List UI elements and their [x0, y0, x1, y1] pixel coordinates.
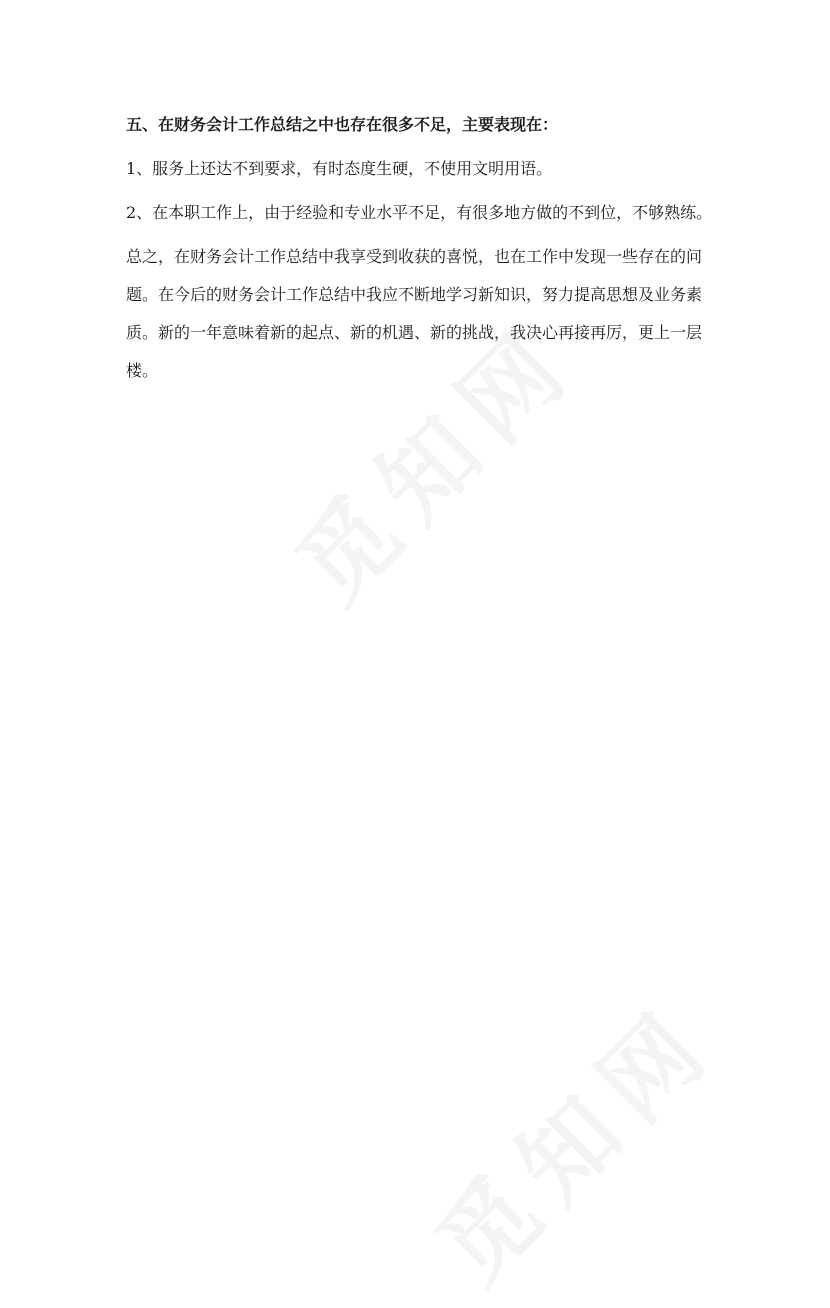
- paragraph-item-2: 2、在本职工作上，由于经验和专业水平不足，有很多地方做的不到位，不够熟练。: [126, 203, 713, 222]
- watermark: [402, 969, 741, 1308]
- section-heading: 五、在财务会计工作总结之中也存在很多不足，主要表现在：: [126, 115, 559, 134]
- paragraph-item-1: 1、服务上还达不到要求，有时态度生硬，不使用文明用语。: [126, 159, 553, 178]
- document-body: [126, 106, 716, 396]
- paragraph-summary: 总之，在财务会计工作总结中我享受到收获的喜悦，也在工作中发现一些存在的问题。在今后的财务会计工作总结中我应不断地学习新知识，努力提高思想及业务素质。新的一年意味着新的起点、新的机遇、新的挑战，我决心再接再厉，更上一层楼。: [126, 247, 703, 380]
